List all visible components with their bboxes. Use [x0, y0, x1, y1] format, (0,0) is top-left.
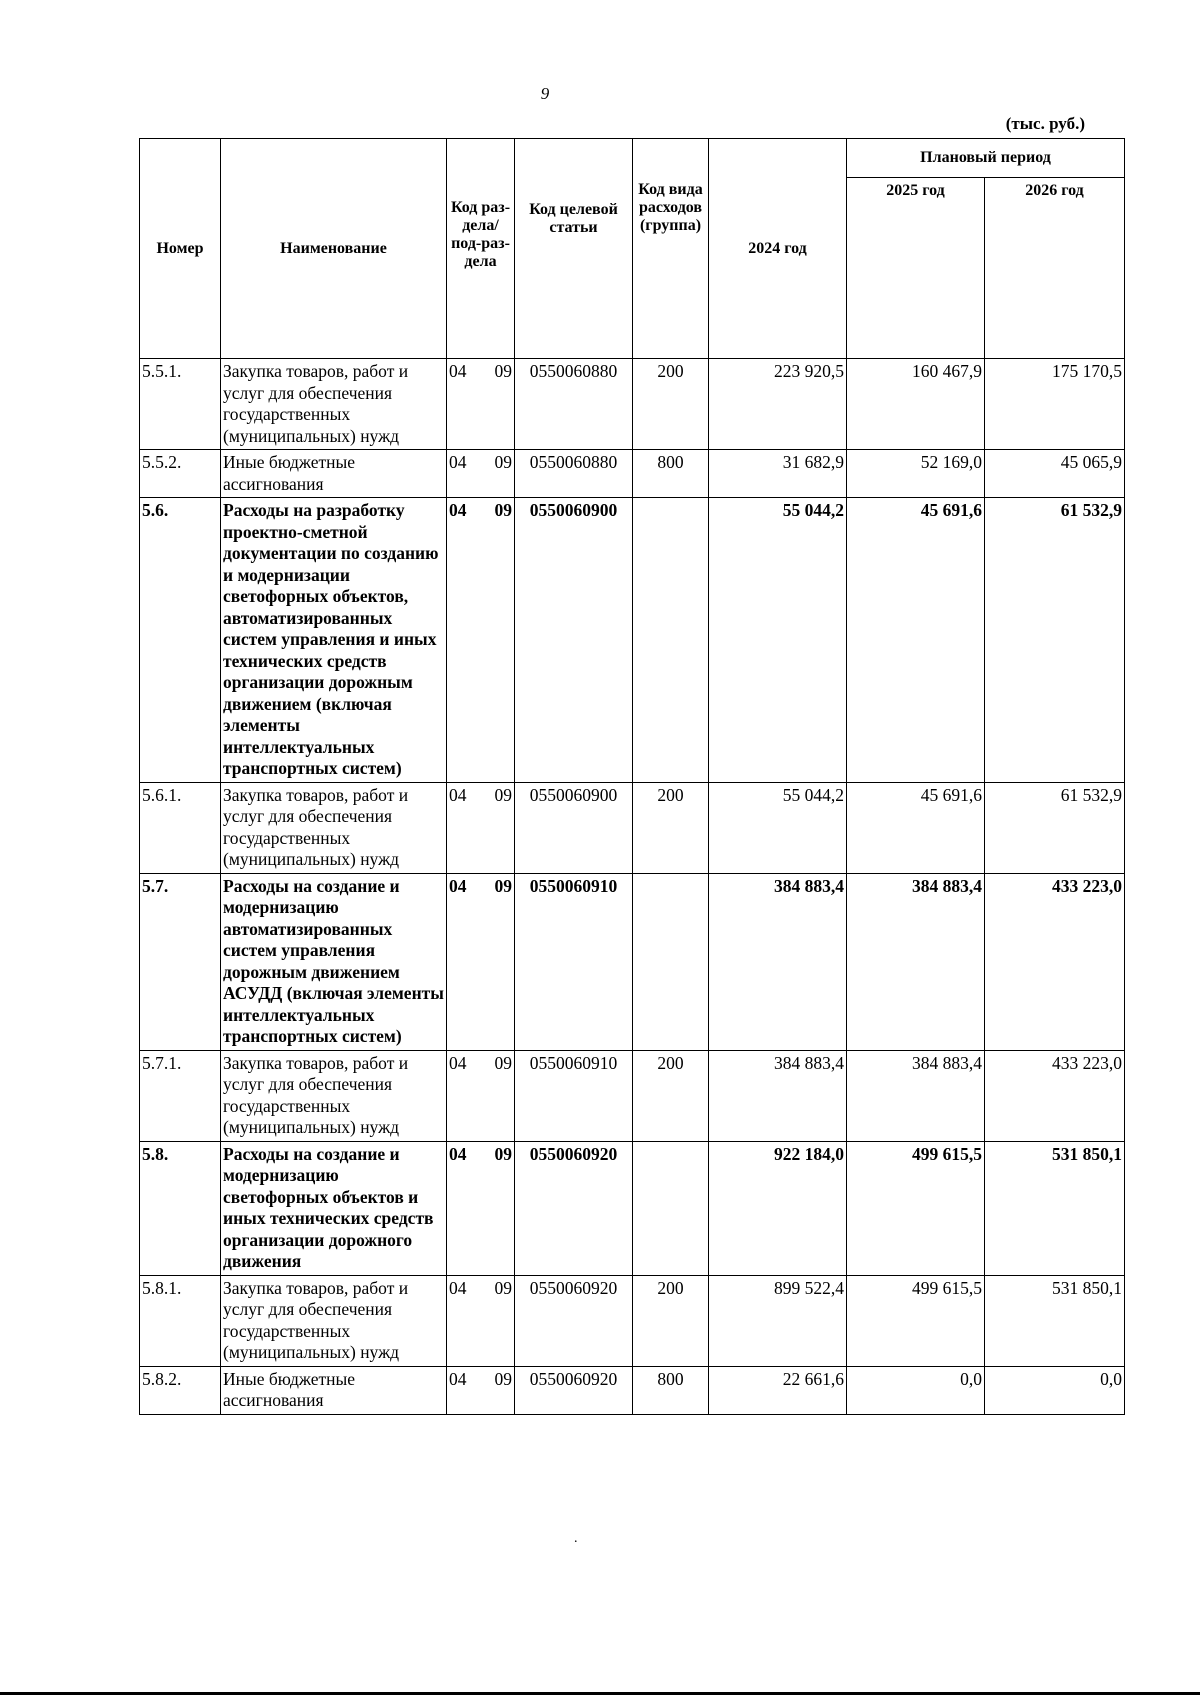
table-row: [140, 450, 1125, 498]
row-amount-2025: 384 883,4: [847, 873, 985, 1050]
header-year-2025: 2025 год: [847, 178, 985, 359]
row-expense-kind: 200: [633, 359, 709, 450]
units-label: (тыс. руб.): [1005, 114, 1085, 133]
row-amount-2024: 384 883,4: [709, 1050, 847, 1141]
row-target-code: 0550060910: [515, 873, 633, 1050]
row-expense-kind: 800: [633, 1366, 709, 1414]
row-amount-2026: 175 170,5: [985, 359, 1125, 450]
row-expense-kind: 800: [633, 450, 709, 498]
section-code: 04: [449, 1052, 467, 1073]
row-amount-2025: 0,0: [847, 1366, 985, 1414]
section-code: 04: [449, 452, 467, 472]
row-name: Расходы на создание и модернизацию автоматизированных систем управления дорожным движением АСУДД (включая элементы интеллектуальных транспортных систем): [221, 873, 447, 1050]
row-name: Расходы на создание и модернизацию светофорных объектов и иных технических средств организации дорожного движения: [221, 1141, 447, 1275]
subsection-code: 09: [494, 1052, 512, 1073]
row-target-code: 0550060880: [515, 450, 633, 498]
row-number: 5.7.: [140, 873, 221, 1050]
row-number: 5.5.2.: [140, 450, 221, 498]
row-expense-kind: [633, 873, 709, 1050]
row-section-code: [447, 498, 515, 783]
row-amount-2026: 0,0: [985, 1366, 1125, 1414]
header-planned-period: Плановый период: [847, 139, 1125, 178]
row-amount-2024: 384 883,4: [709, 873, 847, 1050]
table-row: [140, 498, 1125, 783]
row-number: 5.8.2.: [140, 1366, 221, 1414]
row-target-code: 0550060920: [515, 1366, 633, 1414]
row-target-code: 0550060920: [515, 1141, 633, 1275]
row-amount-2024: 31 682,9: [709, 450, 847, 498]
row-name: Закупка товаров, работ и услуг для обеспечения государственных (муниципальных) нужд: [221, 782, 447, 873]
row-amount-2026: 45 065,9: [985, 450, 1125, 498]
row-amount-2026: 433 223,0: [985, 1050, 1125, 1141]
header-year-2024: 2024 год: [709, 139, 847, 359]
row-amount-2025: 384 883,4: [847, 1050, 985, 1141]
page-number: 9: [540, 84, 550, 103]
row-section-code: [447, 1366, 515, 1414]
row-number: 5.5.1.: [140, 359, 221, 450]
row-expense-kind: 200: [633, 1050, 709, 1141]
header-expense-kind: Код вида расходов (группа): [633, 139, 709, 359]
section-code: 04: [449, 1143, 467, 1164]
row-amount-2024: 899 522,4: [709, 1275, 847, 1366]
row-number: 5.8.: [140, 1141, 221, 1275]
row-amount-2025: 52 169,0: [847, 450, 985, 498]
row-name: Закупка товаров, работ и услуг для обеспечения государственных (муниципальных) нужд: [221, 359, 447, 450]
table-row: [140, 1050, 1125, 1141]
header-name: Наименование: [221, 139, 447, 359]
table-row: [140, 1275, 1125, 1366]
row-name: Закупка товаров, работ и услуг для обеспечения государственных (муниципальных) нужд: [221, 1275, 447, 1366]
row-target-code: 0550060900: [515, 498, 633, 783]
section-code: 04: [449, 1368, 467, 1389]
row-number: 5.7.1.: [140, 1050, 221, 1141]
row-amount-2026: 531 850,1: [985, 1141, 1125, 1275]
row-number: 5.6.1.: [140, 782, 221, 873]
row-target-code: 0550060900: [515, 782, 633, 873]
row-expense-kind: [633, 1141, 709, 1275]
row-amount-2024: 922 184,0: [709, 1141, 847, 1275]
row-name: Расходы на разработку проектно-сметной документации по созданию и модернизации светофорных объектов, автоматизированных систем управления и иных технических средств организации дорожным движением (включая элементы интеллектуальных транспортных систем): [221, 498, 447, 783]
row-number: 5.6.: [140, 498, 221, 783]
subsection-code: 09: [494, 1277, 512, 1298]
row-amount-2024: 22 661,6: [709, 1366, 847, 1414]
row-name: Иные бюджетные ассигнования: [221, 1366, 447, 1414]
subsection-code: 09: [494, 452, 512, 472]
header-year-2026: 2026 год: [985, 178, 1125, 359]
row-amount-2026: 61 532,9: [985, 498, 1125, 783]
row-section-code: [447, 450, 515, 498]
section-code: 04: [449, 361, 467, 381]
footer-dot: .: [574, 1531, 578, 1546]
header-number: Номер: [140, 139, 221, 359]
row-target-code: 0550060880: [515, 359, 633, 450]
table-row: [140, 782, 1125, 873]
subsection-code: 09: [494, 500, 512, 520]
table-row: [140, 1141, 1125, 1275]
row-target-code: 0550060910: [515, 1050, 633, 1141]
row-expense-kind: 200: [633, 1275, 709, 1366]
row-amount-2025: 499 615,5: [847, 1141, 985, 1275]
row-section-code: [447, 359, 515, 450]
row-section-code: [447, 1050, 515, 1141]
row-expense-kind: 200: [633, 782, 709, 873]
subsection-code: 09: [494, 361, 512, 381]
section-code: 04: [449, 1277, 467, 1298]
row-number: 5.8.1.: [140, 1275, 221, 1366]
header-section-code: Код раз-дела/ под-раз-дела: [447, 139, 515, 359]
row-name: Закупка товаров, работ и услуг для обеспечения государственных (муниципальных) нужд: [221, 1050, 447, 1141]
row-section-code: [447, 1141, 515, 1275]
table-row: [140, 873, 1125, 1050]
row-amount-2025: 499 615,5: [847, 1275, 985, 1366]
table-body: [140, 359, 1125, 1415]
section-code: 04: [449, 784, 467, 805]
row-amount-2026: 531 850,1: [985, 1275, 1125, 1366]
row-target-code: 0550060920: [515, 1275, 633, 1366]
row-name: Иные бюджетные ассигнования: [221, 450, 447, 498]
row-amount-2025: 160 467,9: [847, 359, 985, 450]
subsection-code: 09: [494, 875, 512, 896]
subsection-code: 09: [494, 1368, 512, 1389]
row-amount-2024: 223 920,5: [709, 359, 847, 450]
row-section-code: [447, 1275, 515, 1366]
row-amount-2024: 55 044,2: [709, 498, 847, 783]
budget-table: [139, 138, 1125, 1415]
table-row: [140, 1366, 1125, 1414]
row-amount-2024: 55 044,2: [709, 782, 847, 873]
subsection-code: 09: [494, 1143, 512, 1164]
row-amount-2026: 61 532,9: [985, 782, 1125, 873]
row-amount-2025: 45 691,6: [847, 782, 985, 873]
table-row: [140, 359, 1125, 450]
table-header: [140, 139, 1125, 359]
row-amount-2025: 45 691,6: [847, 498, 985, 783]
row-section-code: [447, 782, 515, 873]
subsection-code: 09: [494, 784, 512, 805]
section-code: 04: [449, 875, 467, 896]
section-code: 04: [449, 500, 467, 520]
row-expense-kind: [633, 498, 709, 783]
header-target-code: Код целевой статьи: [515, 139, 633, 359]
row-amount-2026: 433 223,0: [985, 873, 1125, 1050]
row-section-code: [447, 873, 515, 1050]
